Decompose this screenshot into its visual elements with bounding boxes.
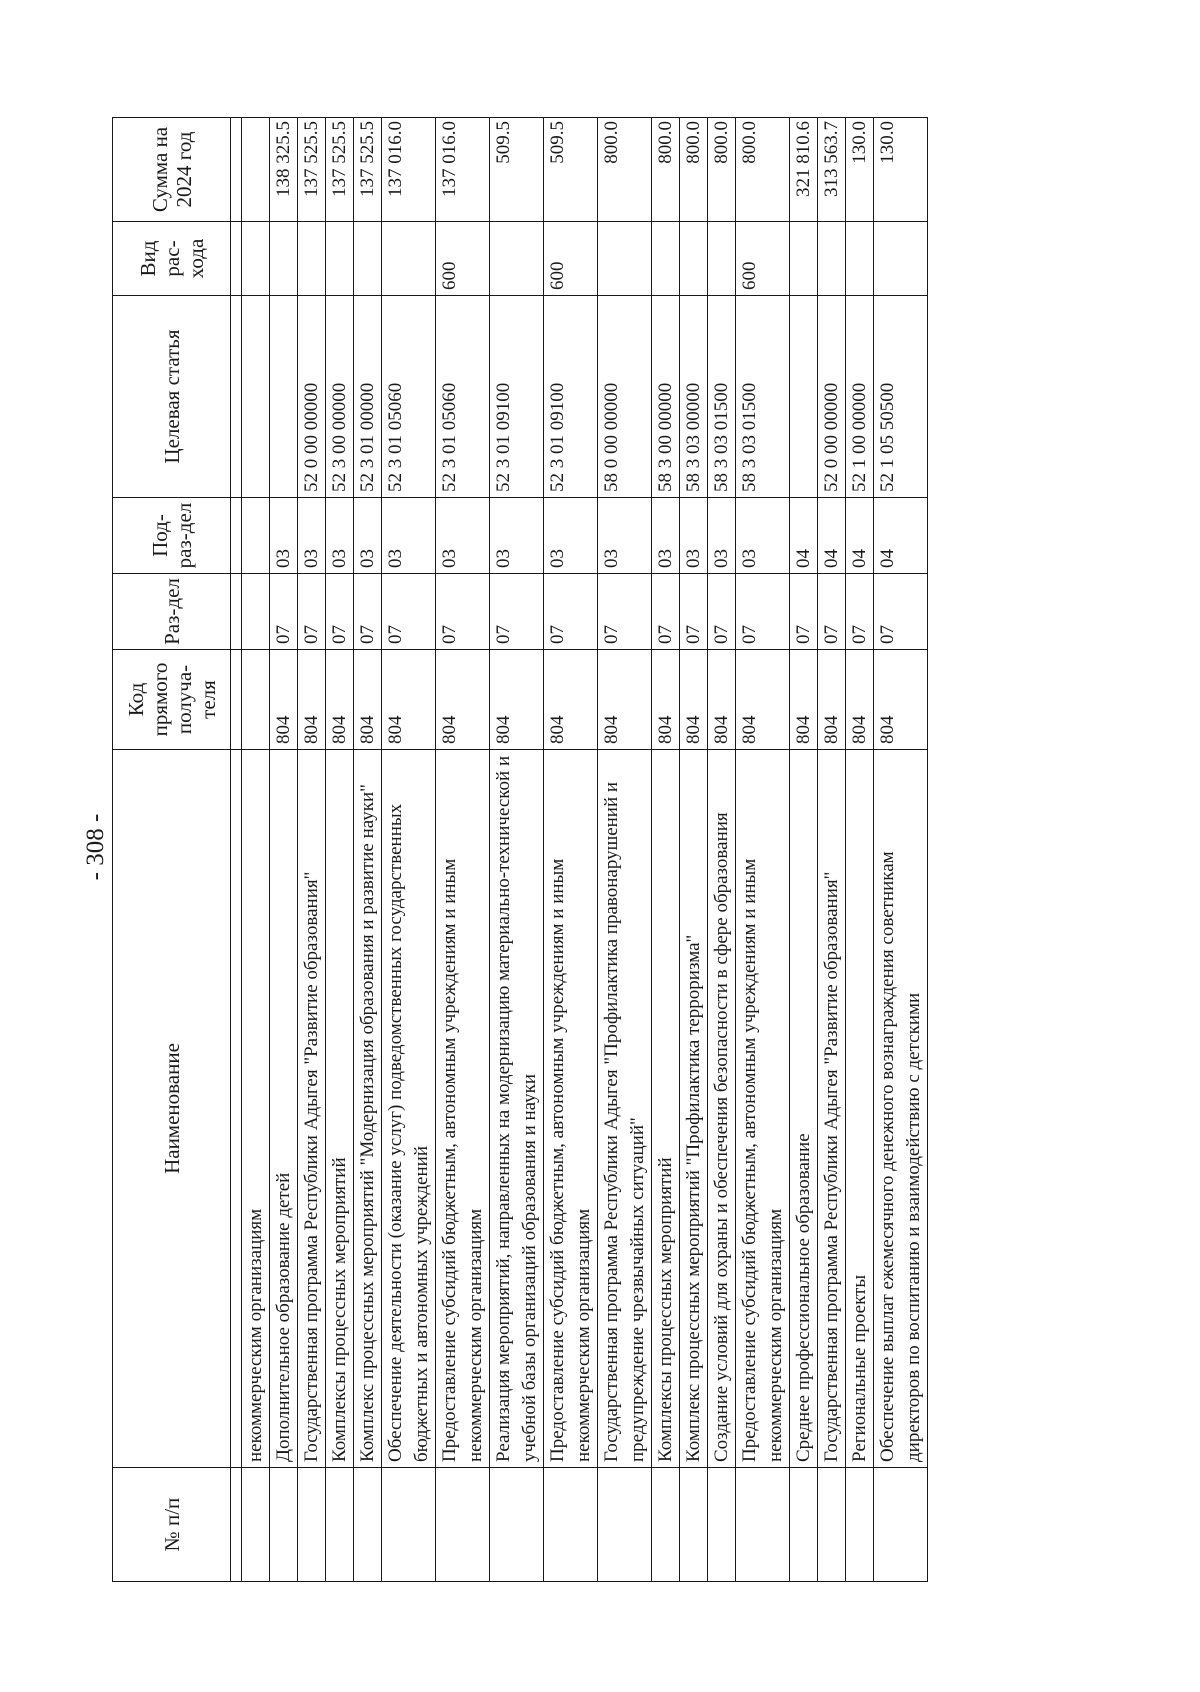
cell-expense bbox=[326, 222, 354, 296]
cell-target bbox=[270, 296, 298, 498]
cell-num bbox=[790, 1468, 818, 1582]
cell-recipient: 804 bbox=[270, 650, 298, 750]
cell-name: Комплекс процессных мероприятий "Профилактика терроризма" bbox=[680, 750, 708, 1468]
table-row bbox=[298, 118, 326, 1582]
table-row bbox=[736, 118, 790, 1582]
cell-sum: 137 016.0 bbox=[382, 118, 436, 222]
cell-sum: 321 810.6 bbox=[790, 118, 818, 222]
table-row bbox=[846, 118, 874, 1582]
cell-name: Среднее профессиональное образование bbox=[790, 750, 818, 1468]
cell-section: 07 bbox=[544, 574, 598, 650]
cell-section: 07 bbox=[874, 574, 928, 650]
cell-name: Предоставление субсидий бюджетным, автономным учреждениям и иным некоммерческим организациям bbox=[436, 750, 490, 1468]
cell-name: Дополнительное образование детей bbox=[270, 750, 298, 1468]
cell-expense bbox=[382, 222, 436, 296]
cell-num bbox=[652, 1468, 680, 1582]
cell-recipient: 804 bbox=[652, 650, 680, 750]
cell-num bbox=[436, 1468, 490, 1582]
header-row bbox=[113, 118, 231, 1582]
cell-name: Комплексы процессных мероприятий bbox=[326, 750, 354, 1468]
cell-num bbox=[242, 1468, 270, 1582]
cell-expense bbox=[874, 222, 928, 296]
cell-num bbox=[354, 1468, 382, 1582]
table-row bbox=[354, 118, 382, 1582]
cell-recipient: 804 bbox=[544, 650, 598, 750]
cell-expense bbox=[846, 222, 874, 296]
cell-num bbox=[382, 1468, 436, 1582]
table-row bbox=[598, 118, 652, 1582]
cell-recipient: 804 bbox=[326, 650, 354, 750]
cell-sum: 800.0 bbox=[652, 118, 680, 222]
cell-target bbox=[242, 296, 270, 498]
cell-recipient: 804 bbox=[790, 650, 818, 750]
cell-section: 07 bbox=[270, 574, 298, 650]
cell-section: 07 bbox=[652, 574, 680, 650]
cell-num bbox=[846, 1468, 874, 1582]
cell-num bbox=[298, 1468, 326, 1582]
table-row bbox=[874, 118, 928, 1582]
cell-target: 52 0 00 00000 bbox=[298, 296, 326, 498]
cell-sum: 137 525.5 bbox=[298, 118, 326, 222]
cell-subsection: 03 bbox=[382, 498, 436, 574]
cell-section: 07 bbox=[736, 574, 790, 650]
table-row bbox=[680, 118, 708, 1582]
cell-target: 52 1 00 00000 bbox=[846, 296, 874, 498]
cell-target bbox=[790, 296, 818, 498]
cell-name: Комплексы процессных мероприятий bbox=[652, 750, 680, 1468]
cell-subsection: 03 bbox=[736, 498, 790, 574]
cell-section bbox=[242, 574, 270, 650]
cell-subsection: 03 bbox=[708, 498, 736, 574]
cell-num bbox=[326, 1468, 354, 1582]
cell-name: Региональные проекты bbox=[846, 750, 874, 1468]
header-name: Наименование bbox=[113, 750, 231, 1468]
cell-expense: 600 bbox=[736, 222, 790, 296]
table-row bbox=[270, 118, 298, 1582]
cell-target: 52 0 00 00000 bbox=[818, 296, 846, 498]
cell-num bbox=[270, 1468, 298, 1582]
cell-expense bbox=[598, 222, 652, 296]
cell-recipient: 804 bbox=[874, 650, 928, 750]
cell-expense: 600 bbox=[436, 222, 490, 296]
cell-sum: 509.5 bbox=[544, 118, 598, 222]
cell-subsection: 03 bbox=[490, 498, 544, 574]
cell-subsection: 03 bbox=[270, 498, 298, 574]
cell-target: 52 3 01 05060 bbox=[436, 296, 490, 498]
cell-name: Создание условий для охраны и обеспечения безопасности в сфере образования bbox=[708, 750, 736, 1468]
cell-target: 52 3 01 09100 bbox=[490, 296, 544, 498]
cell-subsection: 03 bbox=[436, 498, 490, 574]
cell-target: 58 3 03 01500 bbox=[736, 296, 790, 498]
cell-name: Государственная программа Республики Адыгея "Развитие образования" bbox=[298, 750, 326, 1468]
cell-sum: 509.5 bbox=[490, 118, 544, 222]
cell-sum: 313 563.7 bbox=[818, 118, 846, 222]
cell-subsection bbox=[242, 498, 270, 574]
cell-subsection: 03 bbox=[354, 498, 382, 574]
cell-subsection: 03 bbox=[544, 498, 598, 574]
header-subsection: Под-раз-дел bbox=[113, 498, 231, 574]
cell-num bbox=[680, 1468, 708, 1582]
cell-sum: 138 325.5 bbox=[270, 118, 298, 222]
header-expense: Вид рас-хода bbox=[113, 222, 231, 296]
cell-name: Комплекс процессных мероприятий "Модернизация образования и развитие науки" bbox=[354, 750, 382, 1468]
cell-section: 07 bbox=[846, 574, 874, 650]
cell-section: 07 bbox=[326, 574, 354, 650]
cell-name: Предоставление субсидий бюджетным, автономным учреждениям и иным некоммерческим организациям bbox=[544, 750, 598, 1468]
cell-name: Государственная программа Республики Адыгея "Профилактика правонарушений и предупреждение чрезвычайных ситуаций" bbox=[598, 750, 652, 1468]
cell-target: 58 0 00 00000 bbox=[598, 296, 652, 498]
table-row bbox=[818, 118, 846, 1582]
cell-recipient: 804 bbox=[708, 650, 736, 750]
cell-recipient bbox=[242, 650, 270, 750]
cell-section: 07 bbox=[382, 574, 436, 650]
table-row bbox=[242, 118, 270, 1582]
cell-expense bbox=[708, 222, 736, 296]
cell-subsection: 04 bbox=[846, 498, 874, 574]
cell-expense bbox=[354, 222, 382, 296]
cell-num bbox=[874, 1468, 928, 1582]
cell-expense bbox=[270, 222, 298, 296]
table-row bbox=[382, 118, 436, 1582]
cell-num bbox=[544, 1468, 598, 1582]
cell-recipient: 804 bbox=[736, 650, 790, 750]
cell-expense bbox=[818, 222, 846, 296]
cell-section: 07 bbox=[298, 574, 326, 650]
cell-target: 58 3 00 00000 bbox=[652, 296, 680, 498]
cell-section: 07 bbox=[790, 574, 818, 650]
page-number: - 308 - bbox=[82, 813, 109, 881]
cell-recipient: 804 bbox=[382, 650, 436, 750]
cell-sum: 137 525.5 bbox=[326, 118, 354, 222]
cell-target: 52 3 00 00000 bbox=[326, 296, 354, 498]
cell-section: 07 bbox=[354, 574, 382, 650]
cell-sum: 137 016.0 bbox=[436, 118, 490, 222]
cell-subsection: 03 bbox=[326, 498, 354, 574]
cell-sum bbox=[242, 118, 270, 222]
cell-recipient: 804 bbox=[818, 650, 846, 750]
cell-section: 07 bbox=[490, 574, 544, 650]
cell-name: Предоставление субсидий бюджетным, автономным учреждениям и иным некоммерческим организациям bbox=[736, 750, 790, 1468]
cell-target: 58 3 03 01500 bbox=[708, 296, 736, 498]
table-row bbox=[790, 118, 818, 1582]
table-body bbox=[231, 118, 928, 1582]
cell-name: некоммерческим организациям bbox=[242, 750, 270, 1468]
cell-expense bbox=[490, 222, 544, 296]
cell-section: 07 bbox=[680, 574, 708, 650]
cell-recipient: 804 bbox=[298, 650, 326, 750]
cell-section: 07 bbox=[708, 574, 736, 650]
cell-expense bbox=[790, 222, 818, 296]
cell-sum: 800.0 bbox=[736, 118, 790, 222]
table-row bbox=[708, 118, 736, 1582]
header-target: Целевая статья bbox=[113, 296, 231, 498]
cell-recipient: 804 bbox=[598, 650, 652, 750]
cell-num bbox=[708, 1468, 736, 1582]
cell-sum: 130.0 bbox=[846, 118, 874, 222]
cell-section: 07 bbox=[598, 574, 652, 650]
cell-subsection: 04 bbox=[790, 498, 818, 574]
table-row bbox=[436, 118, 490, 1582]
cell-recipient: 804 bbox=[680, 650, 708, 750]
cell-name: Обеспечение деятельности (оказание услуг) подведомственных государственных бюджетных и автономных учреждений bbox=[382, 750, 436, 1468]
cell-sum: 130.0 bbox=[874, 118, 928, 222]
cell-expense: 600 bbox=[544, 222, 598, 296]
cell-expense bbox=[242, 222, 270, 296]
header-sum: Сумма на 2024 год bbox=[113, 118, 231, 222]
cell-subsection: 04 bbox=[818, 498, 846, 574]
cell-num bbox=[598, 1468, 652, 1582]
cell-target: 58 3 03 00000 bbox=[680, 296, 708, 498]
budget-table bbox=[112, 117, 928, 1582]
cell-sum: 800.0 bbox=[708, 118, 736, 222]
cell-name: Государственная программа Республики Адыгея "Развитие образования" bbox=[818, 750, 846, 1468]
table-row bbox=[544, 118, 598, 1582]
cell-recipient: 804 bbox=[436, 650, 490, 750]
cell-name: Обеспечение выплат ежемесячного денежного вознаграждения советникам директоров по воспитанию и взаимодействию с детскими bbox=[874, 750, 928, 1468]
cell-target: 52 3 01 00000 bbox=[354, 296, 382, 498]
cell-sum: 800.0 bbox=[680, 118, 708, 222]
header-section: Раз-дел bbox=[113, 574, 231, 650]
cell-name: Реализация мероприятий, направленных на модернизацию материально-технической и учебной базы организаций образования и науки bbox=[490, 750, 544, 1468]
cell-sum: 800.0 bbox=[598, 118, 652, 222]
cell-num bbox=[490, 1468, 544, 1582]
spacer-row bbox=[231, 118, 242, 1582]
cell-expense bbox=[652, 222, 680, 296]
cell-expense bbox=[680, 222, 708, 296]
cell-recipient: 804 bbox=[354, 650, 382, 750]
table-row bbox=[326, 118, 354, 1582]
cell-recipient: 804 bbox=[490, 650, 544, 750]
cell-section: 07 bbox=[436, 574, 490, 650]
cell-subsection: 04 bbox=[874, 498, 928, 574]
cell-num bbox=[736, 1468, 790, 1582]
header-num: № п/п bbox=[113, 1468, 231, 1582]
cell-target: 52 1 05 50500 bbox=[874, 296, 928, 498]
cell-subsection: 03 bbox=[598, 498, 652, 574]
cell-recipient: 804 bbox=[846, 650, 874, 750]
cell-target: 52 3 01 09100 bbox=[544, 296, 598, 498]
header-recipient: Код прямого получа-теля bbox=[113, 650, 231, 750]
cell-num bbox=[818, 1468, 846, 1582]
cell-subsection: 03 bbox=[680, 498, 708, 574]
cell-subsection: 03 bbox=[298, 498, 326, 574]
cell-subsection: 03 bbox=[652, 498, 680, 574]
table-row bbox=[652, 118, 680, 1582]
cell-target: 52 3 01 05060 bbox=[382, 296, 436, 498]
cell-expense bbox=[298, 222, 326, 296]
table-row bbox=[490, 118, 544, 1582]
cell-sum: 137 525.5 bbox=[354, 118, 382, 222]
cell-section: 07 bbox=[818, 574, 846, 650]
